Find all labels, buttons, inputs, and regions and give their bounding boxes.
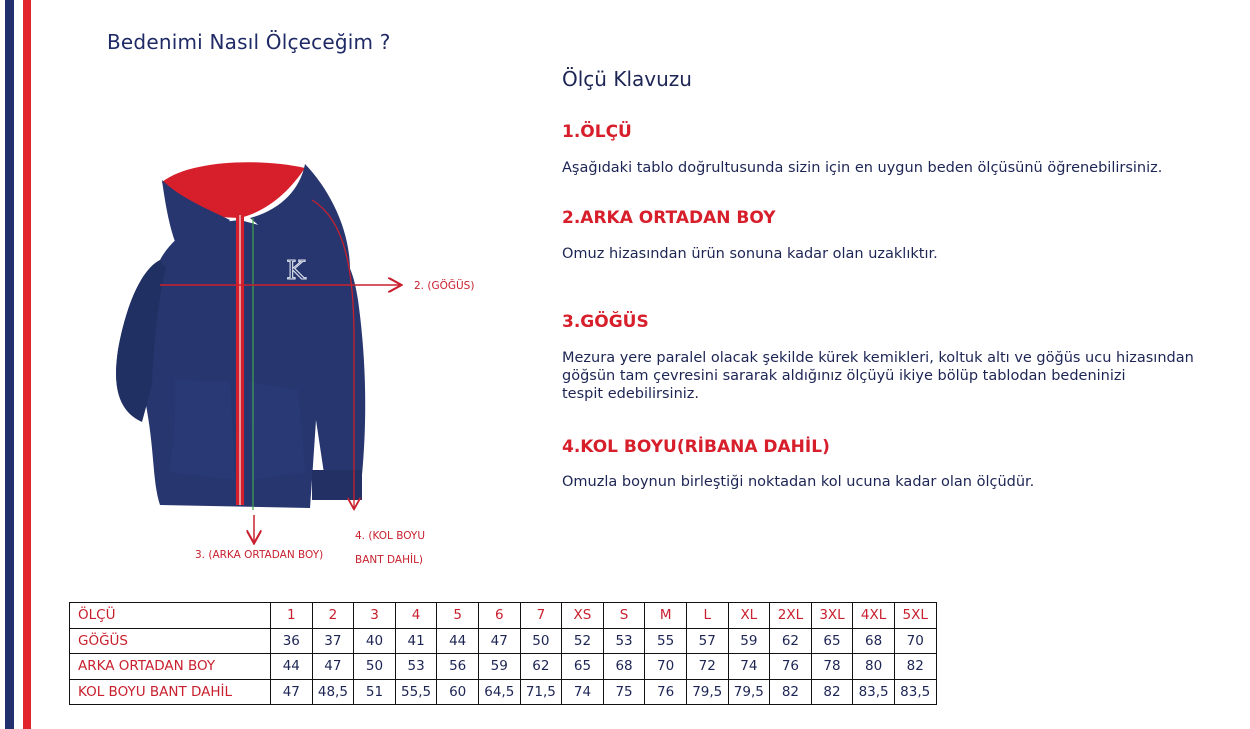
value-cell: 82 bbox=[811, 679, 853, 705]
value-cell: 53 bbox=[395, 654, 437, 680]
value-cell: 74 bbox=[562, 679, 604, 705]
size-cell: 5 bbox=[437, 603, 479, 629]
value-cell: 74 bbox=[728, 654, 770, 680]
size-cell: 7 bbox=[520, 603, 562, 629]
section-text-kol-boyu: Omuzla boynun birleştiği noktadan kol ucuna kadar olan ölçüdür. bbox=[562, 474, 1035, 490]
value-cell: 65 bbox=[562, 654, 604, 680]
section-heading-kol-boyu: 4.KOL BOYU(RİBANA DAHİL) bbox=[562, 437, 830, 457]
value-cell: 82 bbox=[770, 679, 812, 705]
value-cell: 83,5 bbox=[894, 679, 936, 705]
hoodie-illustration bbox=[100, 150, 500, 550]
stripe-navy bbox=[5, 0, 14, 729]
size-table bbox=[69, 602, 937, 705]
value-cell: 75 bbox=[603, 679, 645, 705]
value-cell: 41 bbox=[395, 628, 437, 654]
value-cell: 65 bbox=[811, 628, 853, 654]
value-cell: 71,5 bbox=[520, 679, 562, 705]
section-text-arka-ortadan-boy: Omuz hizasından ürün sonuna kadar olan uzaklıktır. bbox=[562, 246, 938, 262]
value-cell: 44 bbox=[271, 654, 313, 680]
value-cell: 53 bbox=[603, 628, 645, 654]
value-cell: 50 bbox=[354, 654, 396, 680]
value-cell: 76 bbox=[770, 654, 812, 680]
size-cell: 3 bbox=[354, 603, 396, 629]
value-cell: 36 bbox=[271, 628, 313, 654]
back-length-label: 3. (ARKA ORTADAN BOY) bbox=[195, 549, 324, 561]
table-row bbox=[70, 654, 937, 680]
value-cell: 55,5 bbox=[395, 679, 437, 705]
value-cell: 62 bbox=[520, 654, 562, 680]
value-cell: 47 bbox=[271, 679, 313, 705]
chest-label: 2. (GÖĞÜS) bbox=[414, 280, 475, 292]
value-cell: 70 bbox=[894, 628, 936, 654]
sleeve-label bbox=[355, 518, 425, 578]
value-cell: 50 bbox=[520, 628, 562, 654]
value-cell: 79,5 bbox=[686, 679, 728, 705]
value-cell: 64,5 bbox=[478, 679, 520, 705]
size-cell: XS bbox=[562, 603, 604, 629]
section-text-gogus-line: göğsün tam çevresini sararak aldığınız ölçüyü ikiye bölüp tablodan bedeninizi bbox=[562, 368, 1126, 384]
header-label: ÖLÇÜ bbox=[70, 603, 271, 629]
value-cell: 48,5 bbox=[312, 679, 354, 705]
kangaroo-pocket bbox=[170, 380, 235, 480]
size-cell: 5XL bbox=[894, 603, 936, 629]
value-cell: 55 bbox=[645, 628, 687, 654]
size-cell: M bbox=[645, 603, 687, 629]
value-cell: 80 bbox=[853, 654, 895, 680]
value-cell: 47 bbox=[312, 654, 354, 680]
section-text-gogus-line: tespit edebilirsiniz. bbox=[562, 386, 700, 402]
value-cell: 78 bbox=[811, 654, 853, 680]
guide-title: Ölçü Klavuzu bbox=[562, 67, 692, 91]
value-cell: 57 bbox=[686, 628, 728, 654]
value-cell: 79,5 bbox=[728, 679, 770, 705]
row-label: GÖĞÜS bbox=[70, 628, 271, 654]
table-row bbox=[70, 679, 937, 705]
logo-letter: K bbox=[286, 256, 306, 286]
value-cell: 37 bbox=[312, 628, 354, 654]
value-cell: 60 bbox=[437, 679, 479, 705]
size-cell: XL bbox=[728, 603, 770, 629]
section-heading-arka-ortadan-boy: 2.ARKA ORTADAN BOY bbox=[562, 208, 776, 228]
stripe-red bbox=[23, 0, 31, 729]
value-cell: 70 bbox=[645, 654, 687, 680]
value-cell: 76 bbox=[645, 679, 687, 705]
size-cell: L bbox=[686, 603, 728, 629]
value-cell: 68 bbox=[853, 628, 895, 654]
row-label: ARKA ORTADAN BOY bbox=[70, 654, 271, 680]
value-cell: 44 bbox=[437, 628, 479, 654]
size-cell: 1 bbox=[271, 603, 313, 629]
value-cell: 59 bbox=[728, 628, 770, 654]
size-cell: S bbox=[603, 603, 645, 629]
table-header-row bbox=[70, 603, 937, 629]
section-heading-gogus: 3.GÖĞÜS bbox=[562, 312, 649, 332]
size-cell: 6 bbox=[478, 603, 520, 629]
size-cell: 3XL bbox=[811, 603, 853, 629]
value-cell: 52 bbox=[562, 628, 604, 654]
value-cell: 59 bbox=[478, 654, 520, 680]
page-title: Bedenimi Nasıl Ölçeceğim ? bbox=[107, 30, 391, 54]
table-row bbox=[70, 628, 937, 654]
sleeve-label-line: 4. (KOL BOYU bbox=[355, 530, 426, 542]
size-cell: 4 bbox=[395, 603, 437, 629]
size-cell: 2 bbox=[312, 603, 354, 629]
sleeve-label-line: BANT DAHİL) bbox=[355, 554, 424, 566]
value-cell: 82 bbox=[894, 654, 936, 680]
section-heading-olcu: 1.ÖLÇÜ bbox=[562, 122, 632, 142]
value-cell: 72 bbox=[686, 654, 728, 680]
value-cell: 56 bbox=[437, 654, 479, 680]
size-cell: 2XL bbox=[770, 603, 812, 629]
section-text-gogus-line: Mezura yere paralel olacak şekilde kürek kemikleri, koltuk altı ve göğüs ucu hizasından bbox=[562, 350, 1194, 366]
value-cell: 51 bbox=[354, 679, 396, 705]
value-cell: 40 bbox=[354, 628, 396, 654]
size-cell: 4XL bbox=[853, 603, 895, 629]
value-cell: 47 bbox=[478, 628, 520, 654]
section-text-olcu: Aşağıdaki tablo doğrultusunda sizin için en uygun beden ölçüsünü öğrenebilirsiniz. bbox=[562, 160, 1163, 176]
row-label: KOL BOYU BANT DAHİL bbox=[70, 679, 271, 705]
section-text-gogus bbox=[562, 349, 1222, 403]
value-cell: 62 bbox=[770, 628, 812, 654]
value-cell: 83,5 bbox=[853, 679, 895, 705]
value-cell: 68 bbox=[603, 654, 645, 680]
